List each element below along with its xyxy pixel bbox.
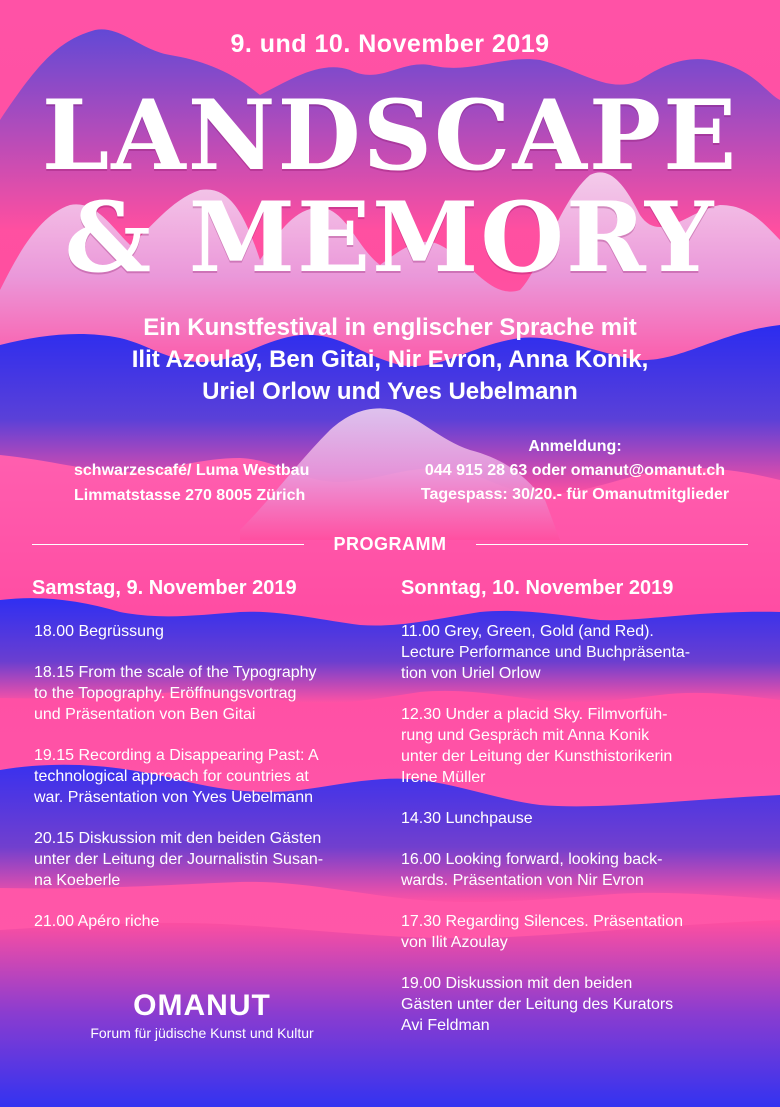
registration-pass: Tagespass: 30/20.- für Omanutmitglieder — [420, 486, 730, 503]
subtitle-line-2: Ilit Azoulay, Ben Gitai, Nir Evron, Anna Konik, — [131, 346, 649, 373]
program-event — [34, 745, 374, 808]
event-line: von Ilit Azoulay — [401, 934, 508, 951]
event-line: tion von Uriel Orlow — [401, 665, 541, 682]
program-event — [401, 911, 741, 953]
event-line: 20.15 Diskussion mit den beiden Gästen — [34, 830, 322, 847]
event-line: war. Präsentation von Yves Uebelmann — [34, 789, 313, 806]
program-event — [401, 849, 741, 891]
omanut-logo — [62, 989, 342, 1041]
event-line: technological approach for countries at — [34, 768, 309, 785]
event-line: to the Topography. Eröffnungsvortrag — [34, 685, 297, 702]
event-line: unter der Leitung der Kunsthistorikerin — [401, 748, 673, 765]
subtitle-line-1: Ein Kunstfestival in englischer Sprache mit — [143, 314, 637, 341]
title-line-2: & MEMORY — [64, 181, 716, 294]
program-event — [401, 808, 741, 829]
event-line: 14.30 Lunchpause — [401, 810, 533, 827]
event-line: 19.15 Recording a Disappearing Past: A — [34, 747, 319, 764]
logo-wordmark: OMANUT — [133, 989, 271, 1022]
registration-heading: Anmeldung: — [528, 438, 622, 455]
event-line: 19.00 Diskussion mit den beiden — [401, 975, 633, 992]
festival-subtitle — [0, 312, 780, 408]
event-line: 18.00 Begrüssung — [34, 623, 164, 640]
event-line: 18.15 From the scale of the Typography — [34, 664, 317, 681]
event-line: Lecture Performance und Buchpräsenta- — [401, 644, 691, 661]
event-line: Gästen unter der Leitung des Kurators — [401, 996, 674, 1013]
event-line: rung und Gespräch mit Anna Konik — [401, 727, 650, 744]
registration-contact: 044 915 28 63 oder omanut@omanut.ch — [424, 462, 726, 479]
venue-line-2: Limmatstasse 270 8005 Zürich — [74, 487, 306, 504]
subtitle-line-3: Uriel Orlow und Yves Uebelmann — [202, 378, 578, 405]
venue-line-1: schwarzescafé/ Luma Westbau — [74, 462, 310, 479]
venue-address — [74, 458, 309, 508]
logo-tagline: Forum für jüdische Kunst und Kultur — [90, 1025, 314, 1041]
event-line: Avi Feldman — [401, 1017, 490, 1034]
program-event — [401, 621, 741, 684]
title-line-1: LANDSCAPE — [41, 79, 739, 192]
saturday-heading: Samstag, 9. November 2019 — [32, 577, 297, 599]
event-line: 17.30 Regarding Silences. Präsentation — [401, 913, 683, 930]
event-line: und Präsentation von Ben Gitai — [34, 706, 256, 723]
sunday-heading: Sonntag, 10. November 2019 — [401, 577, 674, 599]
event-line: 21.00 Apéro riche — [34, 913, 160, 930]
event-line: wards. Präsentation von Nir Evron — [401, 872, 644, 889]
program-event — [34, 621, 374, 642]
event-line: 12.30 Under a placid Sky. Filmvorfüh- — [401, 706, 668, 723]
registration-info — [400, 435, 750, 507]
program-event — [401, 704, 741, 788]
program-event — [401, 973, 741, 1036]
event-line: Irene Müller — [401, 769, 486, 786]
program-event — [34, 828, 374, 891]
divider-right — [476, 544, 748, 545]
saturday-program — [34, 621, 374, 952]
event-line: unter der Leitung der Journalistin Susan- — [34, 851, 324, 868]
festival-date: 9. und 10. November 2019 — [230, 30, 550, 58]
program-event — [34, 662, 374, 725]
program-event — [34, 911, 374, 932]
divider-left — [32, 544, 304, 545]
event-line: 16.00 Looking forward, looking back- — [401, 851, 663, 868]
program-heading: PROGRAMM — [333, 534, 447, 554]
event-line: na Koeberle — [34, 872, 121, 889]
event-line: 11.00 Grey, Green, Gold (and Red). — [401, 623, 654, 640]
sunday-program — [401, 621, 741, 1056]
